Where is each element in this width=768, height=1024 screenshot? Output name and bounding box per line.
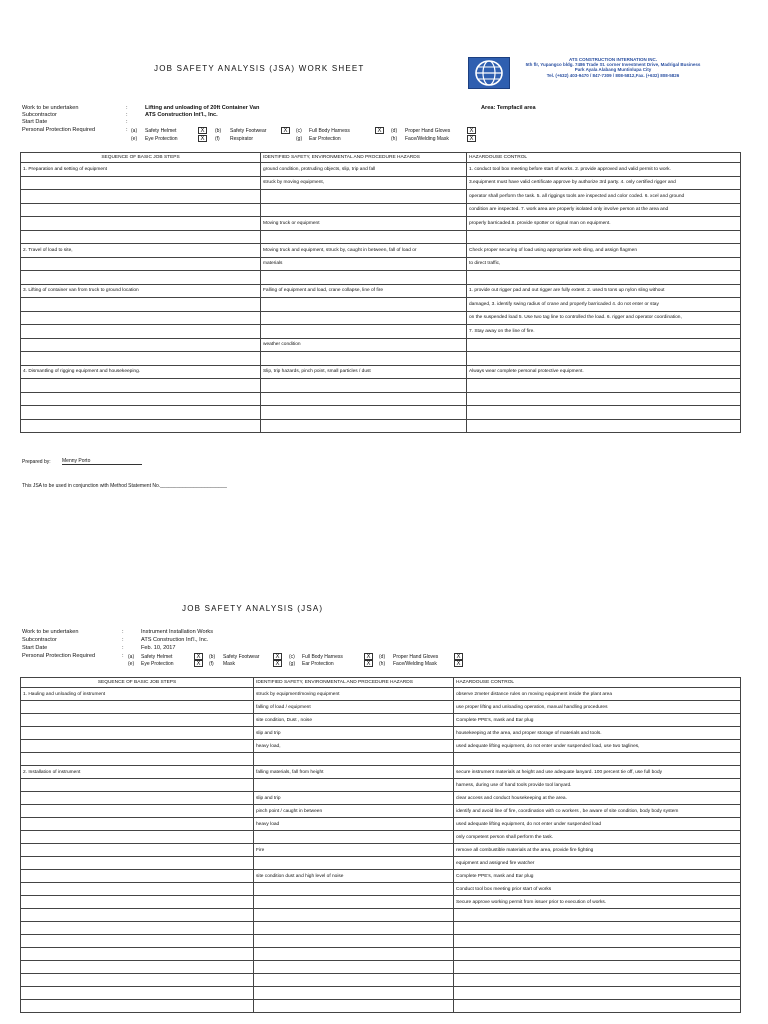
ppe-checkbox[interactable]: X	[194, 660, 203, 667]
hazard-cell	[254, 909, 454, 922]
job-step-cell	[21, 935, 254, 948]
table-row	[21, 406, 741, 420]
table-row	[21, 230, 741, 244]
table-row	[21, 883, 741, 896]
ppe-checkbox[interactable]: X	[364, 653, 373, 660]
colon: :	[122, 645, 124, 651]
ppe-checkbox[interactable]: X	[198, 127, 207, 134]
sub-value: ATS Construction Int'l., Inc.	[141, 637, 209, 643]
colon: :	[122, 629, 124, 635]
sheet1-title: JOB SAFETY ANALYSIS (JSA) WORK SHEET	[154, 64, 365, 73]
hazard-cell	[254, 831, 454, 844]
ppe-checkbox[interactable]: X	[194, 653, 203, 660]
table-row	[21, 792, 741, 805]
column-header: SEQUENCE OF BASIC JOB STEPS	[21, 153, 261, 163]
ppe-label: Personal Protection Required	[22, 653, 96, 659]
control-cell	[454, 909, 741, 922]
ppe-code: (g)	[289, 661, 296, 667]
control-cell	[454, 974, 741, 987]
job-step-cell	[21, 701, 254, 714]
job-step-cell	[21, 753, 254, 766]
ppe-code: (g)	[296, 136, 303, 142]
job-step-cell	[21, 352, 261, 366]
job-step-cell	[21, 271, 261, 285]
ppe-item-label: Eye Protection	[141, 661, 174, 667]
control-cell	[454, 948, 741, 961]
hazard-cell	[261, 271, 467, 285]
table-row	[21, 163, 741, 177]
control-cell: 1. provide out rigger pad and out rigger are fully extent. 2. used 5 tons up nylon sling without	[467, 284, 741, 298]
job-step-cell	[21, 714, 254, 727]
table-row	[21, 935, 741, 948]
company-phone: Tel. (+632) 403-9470 / 847-7309 / 808-5812,Fax. (+632) 808-5826	[546, 72, 680, 78]
hazard-cell	[254, 857, 454, 870]
column-header: HAZARDOUSE CONTROL	[467, 153, 741, 163]
work-label: Work to be undertaken	[22, 105, 79, 111]
ppe-item-label: Safety Footwear	[223, 654, 260, 660]
table-row	[21, 753, 741, 766]
table-row	[21, 818, 741, 831]
jsa-table-1	[20, 152, 741, 433]
hazard-cell	[261, 352, 467, 366]
job-step-cell	[21, 805, 254, 818]
hazard-cell: Moving truck and equipment, struck by, caught in between, fall of load or	[261, 244, 467, 258]
hazard-cell: Slip, trip hazards, pinch point, small particles / dust	[261, 365, 467, 379]
control-cell: 7. Stay away on the line of fire.	[467, 325, 741, 339]
control-cell: remove all combustible materials at the area, provide fire fighting	[454, 844, 741, 857]
job-step-cell	[21, 948, 254, 961]
job-step-cell	[21, 298, 261, 312]
control-cell	[467, 271, 741, 285]
job-step-cell	[21, 909, 254, 922]
ppe-checkbox[interactable]: X	[375, 127, 384, 134]
control-cell	[467, 379, 741, 393]
hazard-cell: Falling of equipment and load, crane collapse, line of fire	[261, 284, 467, 298]
colon: :	[126, 105, 128, 111]
job-step-cell	[21, 419, 261, 433]
table-row	[21, 961, 741, 974]
table-row	[21, 352, 741, 366]
column-header: IDENTIFIED SAFETY, ENVIRONMENTAL AND PROCEDURE HAZARDS	[261, 153, 467, 163]
table-row	[21, 419, 741, 433]
control-cell: damaged, 3. identify swing radius of crane and properly barricaded 4. do not enter or stay	[467, 298, 741, 312]
table-row	[21, 298, 741, 312]
hazard-cell	[261, 419, 467, 433]
table-row	[21, 244, 741, 258]
table-row	[21, 870, 741, 883]
column-header: IDENTIFIED SAFETY, ENVIRONMENTAL AND PROCEDURE HAZARDS	[254, 678, 454, 688]
job-step-cell	[21, 779, 254, 792]
ppe-item-label: Proper Hand Gloves	[393, 654, 439, 660]
area-value: Area: Tempfacil area	[481, 105, 536, 111]
prepared-by-name: Menny Porto	[62, 458, 142, 465]
job-step-cell	[21, 379, 261, 393]
ppe-checkbox[interactable]: X	[454, 660, 463, 667]
table-row	[21, 338, 741, 352]
ppe-item-label: Safety Helmet	[145, 128, 177, 134]
table-row	[21, 831, 741, 844]
control-cell	[467, 230, 741, 244]
control-cell: Complete PPE's, mask and Ear plug	[454, 870, 741, 883]
job-step-cell: 1. Preparation and setting of equipment	[21, 163, 261, 177]
hazard-cell	[261, 230, 467, 244]
job-step-cell	[21, 831, 254, 844]
start-label: Start Date	[22, 645, 48, 651]
hazard-cell	[254, 779, 454, 792]
job-step-cell: 4. Dismantling of rigging equipment and housekeeping.	[21, 365, 261, 379]
control-cell	[454, 961, 741, 974]
control-cell: Secure approve working permit from issuer prior to execution of works.	[454, 896, 741, 909]
sub-label: Subcontractor	[22, 637, 57, 643]
ppe-checkbox[interactable]: X	[273, 653, 282, 660]
job-step-cell: 1. Hauling and unloading of instrument	[21, 688, 254, 701]
hazard-cell	[254, 883, 454, 896]
ppe-code: (d)	[391, 128, 398, 134]
ppe-code: (f)	[209, 661, 214, 667]
table-row	[21, 271, 741, 285]
ppe-label: Personal Protection Required	[22, 127, 96, 133]
hazard-cell: falling materials, fall from height	[254, 766, 454, 779]
hazard-cell	[254, 896, 454, 909]
ppe-code: (f)	[215, 136, 220, 142]
hazard-cell: heavy load,	[254, 740, 454, 753]
hazard-cell: materials	[261, 257, 467, 271]
table-row	[21, 365, 741, 379]
job-step-cell	[21, 392, 261, 406]
ppe-checkbox[interactable]: X	[467, 127, 476, 134]
hazard-cell: pinch point / caught in between	[254, 805, 454, 818]
hazard-cell	[261, 190, 467, 204]
company-address-line1: 5th flr, Yupangco bldg. 7486 Trade St. corner Investment Drive, Madrigal Business	[525, 62, 701, 68]
company-name: ATS CONSTRUCTION INTERNATION INC.	[568, 57, 658, 62]
hazard-cell: ground condition, protruding objects, slip, trip and fall	[261, 163, 467, 177]
hazard-cell: heavy load	[254, 818, 454, 831]
table-row	[21, 379, 741, 393]
job-step-cell	[21, 257, 261, 271]
sheet2-title: JOB SAFETY ANALYSIS (JSA)	[182, 604, 324, 613]
colon: :	[126, 127, 128, 133]
job-step-cell	[21, 922, 254, 935]
ppe-code: (d)	[379, 654, 386, 660]
colon: :	[122, 653, 124, 659]
ppe-item-label: Eye Protection	[145, 136, 178, 142]
control-cell	[467, 419, 741, 433]
control-cell	[454, 922, 741, 935]
job-step-cell	[21, 230, 261, 244]
table-row	[21, 203, 741, 217]
method-statement-note: This JSA to be used in conjunction with Method Statement No.________________________	[22, 483, 227, 489]
hazard-cell: struck by moving equipment,	[261, 176, 467, 190]
table-row	[21, 922, 741, 935]
table-row	[21, 325, 741, 339]
table-row	[21, 987, 741, 1000]
control-cell: Complete PPE's, mask and Ear plug	[454, 714, 741, 727]
hazard-cell	[254, 948, 454, 961]
job-step-cell	[21, 190, 261, 204]
prepared-by-label: Prepared by:	[22, 459, 51, 465]
ppe-code: (h)	[391, 136, 398, 142]
hazard-cell	[261, 311, 467, 325]
ppe-checkbox[interactable]: X	[281, 127, 290, 134]
ppe-item-label: Safety Footwear	[230, 128, 267, 134]
table-row	[21, 392, 741, 406]
table-row	[21, 766, 741, 779]
hazard-cell	[254, 753, 454, 766]
table-row	[21, 779, 741, 792]
control-cell: to direct traffic,	[467, 257, 741, 271]
column-header: HAZARDOUSE CONTROL	[454, 678, 741, 688]
control-cell: use proper lifting and unloading operation, manual handling procedures	[454, 701, 741, 714]
company-address-line2: Park Ayala Alabang Muntinlupa City	[574, 67, 652, 73]
table-row	[21, 688, 741, 701]
table-row	[21, 805, 741, 818]
hazard-cell	[261, 379, 467, 393]
table-row	[21, 740, 741, 753]
hazard-cell: slip and trip	[254, 727, 454, 740]
ppe-checkbox[interactable]: X	[454, 653, 463, 660]
hazard-cell: site condition dust and high level of noise	[254, 870, 454, 883]
job-step-cell	[21, 740, 254, 753]
job-step-cell	[21, 844, 254, 857]
job-step-cell	[21, 974, 254, 987]
hazard-cell	[261, 392, 467, 406]
ppe-code: (b)	[215, 128, 222, 134]
hazard-cell	[254, 987, 454, 1000]
job-step-cell: 3. Lifting of container van from truck to ground location	[21, 284, 261, 298]
ppe-checkbox[interactable]: X	[364, 660, 373, 667]
ppe-code: (b)	[209, 654, 216, 660]
job-step-cell	[21, 727, 254, 740]
ppe-item-label: Mask	[223, 661, 235, 667]
ppe-checkbox[interactable]: X	[467, 135, 476, 142]
work-label: Work to be undertaken	[22, 629, 79, 635]
company-info	[512, 57, 714, 78]
ppe-code: (c)	[296, 128, 302, 134]
control-cell: operator shall perform the task. 5. all riggings tools are inspected and color coded. 6. xcel and ground	[467, 190, 741, 204]
job-step-cell	[21, 406, 261, 420]
ats-globe-logo-icon	[468, 57, 510, 89]
hazard-cell	[261, 325, 467, 339]
table-row	[21, 857, 741, 870]
ppe-item-label: Full Body Harness	[309, 128, 350, 134]
hazard-cell	[254, 922, 454, 935]
control-cell: clear access and conduct housekeeping at the area.	[454, 792, 741, 805]
control-cell: Always wear complete personal protective equipment.	[467, 365, 741, 379]
start-label: Start Date	[22, 119, 48, 125]
hazard-cell: Fire	[254, 844, 454, 857]
control-cell	[454, 935, 741, 948]
jsa-table-2-body	[21, 688, 741, 1013]
ppe-code: (e)	[128, 661, 135, 667]
ppe-code: (h)	[379, 661, 386, 667]
hazard-cell	[254, 935, 454, 948]
ppe-checkbox[interactable]: X	[273, 660, 282, 667]
column-header: SEQUENCE OF BASIC JOB STEPS	[21, 678, 254, 688]
colon: :	[122, 637, 124, 643]
control-cell: identify and avoid line of fire, coordination with co workers , be aware of site condition, body body system	[454, 805, 741, 818]
control-cell: Conduct tool box meeting prior start of works	[454, 883, 741, 896]
colon: :	[126, 119, 128, 125]
ppe-item-label: Face/Welding Mask	[393, 661, 437, 667]
hazard-cell: struck by equipment/moving equipment	[254, 688, 454, 701]
table-row	[21, 948, 741, 961]
work-value: Instrument Installation Works	[141, 629, 214, 635]
ppe-item-label: Ear Protection	[302, 661, 334, 667]
table-row	[21, 909, 741, 922]
control-cell	[454, 987, 741, 1000]
work-value: Lifting and unloading of 20ft Container Van	[145, 105, 260, 111]
control-cell: only competent person shall perform the task.	[454, 831, 741, 844]
job-step-cell	[21, 338, 261, 352]
table-row	[21, 176, 741, 190]
ppe-code: (a)	[128, 654, 135, 660]
table-row	[21, 217, 741, 231]
ppe-item-label: Full Body Harness	[302, 654, 343, 660]
control-cell	[454, 753, 741, 766]
ppe-code: (e)	[131, 136, 138, 142]
ppe-code: (c)	[289, 654, 295, 660]
start-value: Feb. 10, 2017	[141, 645, 176, 651]
control-cell: housekeeping at the area, and proper storage of materials and tools.	[454, 727, 741, 740]
hazard-cell: weather condition	[261, 338, 467, 352]
control-cell: condition are inspected. 7. work area are properly isolated only involve person at the area and	[467, 203, 741, 217]
control-cell: used adequate lifting equipment, do not enter under suspended load, use two taglines,	[454, 740, 741, 753]
job-step-cell	[21, 203, 261, 217]
job-step-cell	[21, 870, 254, 883]
control-cell: observe 2meter distance rules on moving equipment inside the plant area	[454, 688, 741, 701]
ppe-item-label: Safety Helmet	[141, 654, 173, 660]
job-step-cell: 2. Travel of load to site,	[21, 244, 261, 258]
table-row	[21, 727, 741, 740]
control-cell	[467, 406, 741, 420]
colon: :	[126, 112, 128, 118]
control-cell	[467, 352, 741, 366]
table-row	[21, 714, 741, 727]
control-cell: secure instrument materials at height and use adequate lanyard. 100 percent tie off, use full body	[454, 766, 741, 779]
job-step-cell	[21, 311, 261, 325]
ppe-code: (a)	[131, 128, 138, 134]
ppe-item-label: Respirator	[230, 136, 254, 142]
hazard-cell	[254, 1000, 454, 1013]
table-row	[21, 896, 741, 909]
job-step-cell: 2. Installation of instrument	[21, 766, 254, 779]
control-cell	[467, 338, 741, 352]
hazard-cell: falling of load / equipment	[254, 701, 454, 714]
hazard-cell	[254, 961, 454, 974]
control-cell: 3.equipment must have valid certificate approve by authorize 3rd party. 4. only certified rigger and	[467, 176, 741, 190]
jsa-table-1-body	[21, 163, 741, 433]
control-cell	[467, 392, 741, 406]
control-cell: harness, during use of hand tools provide tool lanyard.	[454, 779, 741, 792]
control-cell: 1. conduct tool box meeting before start of works. 2. provide approved and valid permit to work.	[467, 163, 741, 177]
job-step-cell	[21, 818, 254, 831]
table-row	[21, 311, 741, 325]
table-row	[21, 284, 741, 298]
table-row	[21, 701, 741, 714]
hazard-cell: site condition, Dust , noise	[254, 714, 454, 727]
control-cell: equipment and assigned fire watcher	[454, 857, 741, 870]
hazard-cell	[261, 406, 467, 420]
ppe-item-label: Proper Hand Gloves	[405, 128, 451, 134]
job-step-cell	[21, 176, 261, 190]
table-row	[21, 1000, 741, 1013]
control-cell: used adequate lifting equipment, do not enter under suspended load	[454, 818, 741, 831]
ppe-item-label: Ear Protection	[309, 136, 341, 142]
control-cell	[454, 1000, 741, 1013]
hazard-cell	[261, 298, 467, 312]
job-step-cell	[21, 1000, 254, 1013]
jsa-table-2	[20, 677, 741, 1013]
control-cell: on the suspended load 5. Use two tag line to controlled the load. 6. rigger and operator coordination,	[467, 311, 741, 325]
job-step-cell	[21, 325, 261, 339]
table-row	[21, 190, 741, 204]
sub-value: ATS Construction Int'l., Inc.	[145, 112, 218, 118]
table-row	[21, 257, 741, 271]
control-cell: Check proper securing of load using appropriate web sling, and assign flagmen	[467, 244, 741, 258]
ppe-item-label: Face/Welding Mask	[405, 136, 449, 142]
job-step-cell	[21, 961, 254, 974]
hazard-cell: slip and trip	[254, 792, 454, 805]
job-step-cell	[21, 857, 254, 870]
hazard-cell: Moving truck or equipment	[261, 217, 467, 231]
job-step-cell	[21, 792, 254, 805]
hazard-cell	[261, 203, 467, 217]
job-step-cell	[21, 217, 261, 231]
table-row	[21, 844, 741, 857]
ppe-checkbox[interactable]: X	[198, 135, 207, 142]
sub-label: Subcontractor	[22, 112, 57, 118]
table-row	[21, 974, 741, 987]
job-step-cell	[21, 987, 254, 1000]
control-cell: properly barricaded.8. provide spotter or signal man on equipment.	[467, 217, 741, 231]
job-step-cell	[21, 896, 254, 909]
hazard-cell	[254, 974, 454, 987]
job-step-cell	[21, 883, 254, 896]
